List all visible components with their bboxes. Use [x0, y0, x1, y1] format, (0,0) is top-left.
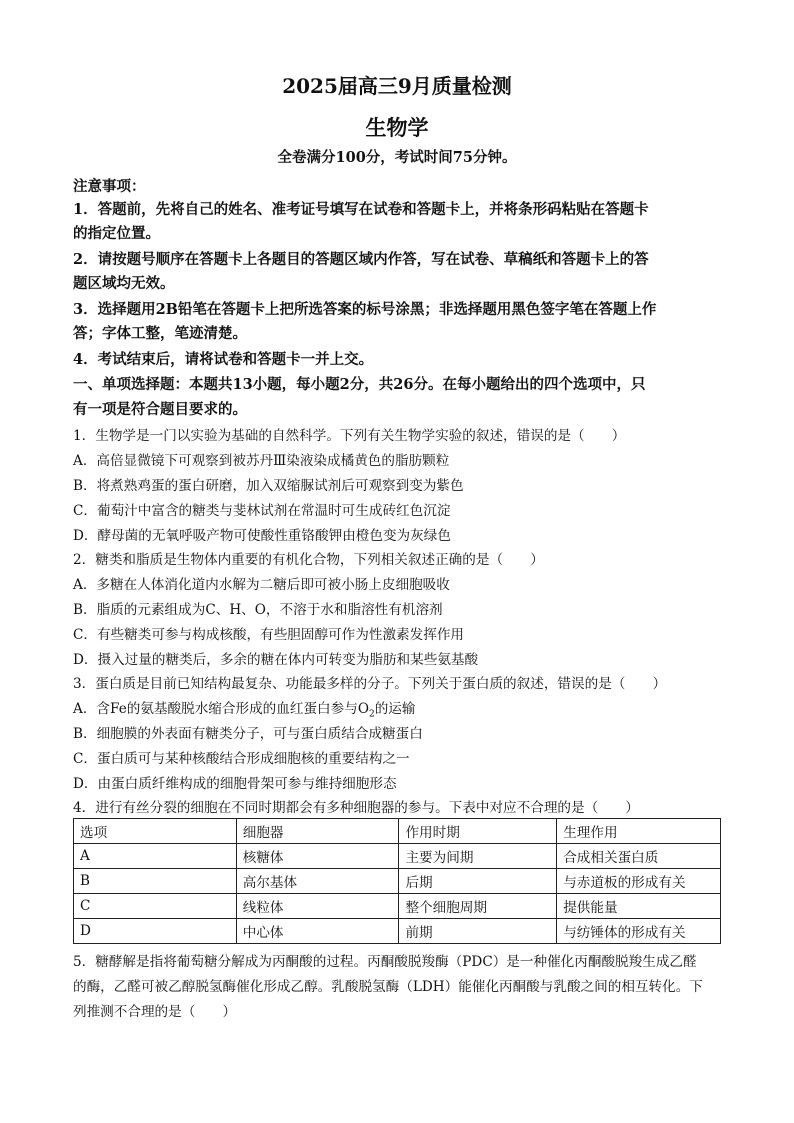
question-5-line: 5．糖酵解是指将葡萄糖分解成为丙酮酸的过程。丙酮酸脱羧酶（PDC）是一种催化丙酮酸脱羧生成乙醛 — [73, 954, 697, 970]
table-header-row — [74, 819, 721, 844]
table-cell: D — [74, 919, 237, 944]
table-cell: 线粒体 — [236, 894, 399, 919]
question-5-line: 列推测不合理的是（ ） — [73, 1004, 237, 1020]
table-header: 生理作用 — [557, 819, 721, 844]
table-cell: 核糖体 — [236, 844, 399, 869]
organelle-table — [73, 818, 721, 944]
subject-title: 生物学 — [365, 115, 429, 140]
question-2-stem: 2．糖类和脂质是生物体内重要的有机化合物，下列相关叙述正确的是（ ） — [73, 552, 544, 568]
table-header: 细胞器 — [236, 819, 399, 844]
note-line: 的指定位置。 — [73, 225, 160, 242]
table-cell: 主要为间期 — [399, 844, 557, 869]
question-3-stem: 3．蛋白质是目前已知结构最复杂、功能最多样的分子。下列关于蛋白质的叙述，错误的是（ ） — [73, 676, 667, 692]
subscript: 2 — [368, 709, 375, 720]
table-row — [74, 869, 721, 894]
note-line: 3．选择题用2B铅笔在答题卡上把所选答案的标号涂黑；非选择题用黑色签字笔在答题上作 — [73, 301, 657, 318]
question-1-option-d: D．酵母菌的无氧呼吸产物可使酸性重铬酸钾由橙色变为灰绿色 — [73, 528, 451, 544]
question-2-option-d: D．摄入过量的糖类后，多余的糖在体内可转变为脂肪和某些氨基酸 — [73, 652, 479, 668]
table-cell: 与纺锤体的形成有关 — [557, 919, 721, 944]
table-cell: 中心体 — [236, 919, 399, 944]
option-a-text: A．含Fe的氨基酸脱水缩合形成的血红蛋白参与O — [73, 701, 369, 717]
table-cell: 后期 — [399, 869, 557, 894]
question-5-line: 的酶，乙醛可被乙醇脱氢酶催化形成乙醇。乳酸脱氢酶（LDH）能催化丙酮酸与乳酸之间的相互转化。下 — [73, 979, 703, 995]
exam-info: 全卷满分100分，考试时间75分钟。 — [277, 149, 517, 166]
table-cell: C — [74, 894, 237, 919]
question-3-option-a — [73, 697, 416, 720]
table-row — [74, 894, 721, 919]
table-cell: 与赤道板的形成有关 — [557, 869, 721, 894]
question-1-option-a: A．高倍显微镜下可观察到被苏丹Ⅲ染液染成橘黄色的脂肪颗粒 — [73, 453, 450, 469]
table-header: 作用时期 — [399, 819, 557, 844]
note-line: 2．请按题号顺序在答题卡上各题目的答题区域内作答，写在试卷、草稿纸和答题卡上的答 — [73, 251, 649, 268]
note-line: 1．答题前，先将自己的姓名、准考证号填写在试卷和答题卡上，并将条形码粘贴在答题卡 — [73, 201, 649, 218]
table-cell: A — [74, 844, 237, 869]
table-cell: B — [74, 869, 237, 894]
table-cell: 合成相关蛋白质 — [557, 844, 721, 869]
question-1-option-b: B．将煮熟鸡蛋的蛋白研磨，加入双缩脲试剂后可观察到变为紫色 — [73, 478, 464, 494]
question-3-option-d: D．由蛋白质纤维构成的细胞骨架可参与维持细胞形态 — [73, 776, 397, 792]
table-cell: 提供能量 — [557, 894, 721, 919]
section-heading: 一、单项选择题：本题共13小题，每小题2分，共26分。在每小题给出的四个选项中，只 — [73, 376, 646, 393]
table-cell: 高尔基体 — [236, 869, 399, 894]
table-row — [74, 919, 721, 944]
note-line: 答；字体工整，笔迹清楚。 — [73, 325, 247, 342]
question-3-option-c: C．蛋白质可与某种核酸结合形成细胞核的重要结构之一 — [73, 751, 410, 767]
note-line: 4．考试结束后，请将试卷和答题卡一并上交。 — [73, 351, 374, 368]
question-2-option-b: B．脂质的元素组成为C、H、O，不溶于水和脂溶性有机溶剂 — [73, 602, 443, 618]
table-cell: 前期 — [399, 919, 557, 944]
question-1-stem: 1．生物学是一门以实验为基础的自然科学。下列有关生物学实验的叙述，错误的是（ ） — [73, 428, 626, 444]
question-2-option-a: A．多糖在人体消化道内水解为二糖后即可被小肠上皮细胞吸收 — [73, 577, 450, 593]
table-row — [74, 844, 721, 869]
question-3-option-b: B．细胞膜的外表面有糖类分子，可与蛋白质结合成糖蛋白 — [73, 726, 423, 742]
notes-heading: 注意事项： — [73, 178, 146, 195]
exam-title: 2025届高三9月质量检测 — [282, 74, 512, 98]
question-1-option-c: C．葡萄汁中富含的糖类与斐林试剂在常温时可生成砖红色沉淀 — [73, 503, 451, 519]
table-cell: 整个细胞周期 — [399, 894, 557, 919]
question-4-stem: 4．进行有丝分裂的细胞在不同时期都会有多种细胞器的参与。下表中对应不合理的是（ ） — [73, 800, 639, 816]
option-a-text-end: 的运输 — [374, 701, 416, 717]
note-line: 题区域均无效。 — [73, 275, 175, 292]
section-heading: 有一项是符合题目要求的。 — [73, 401, 247, 418]
question-2-option-c: C．有些糖类可参与构成核酸，有些胆固醇可作为性激素发挥作用 — [73, 627, 465, 643]
table-header: 选项 — [74, 819, 237, 844]
